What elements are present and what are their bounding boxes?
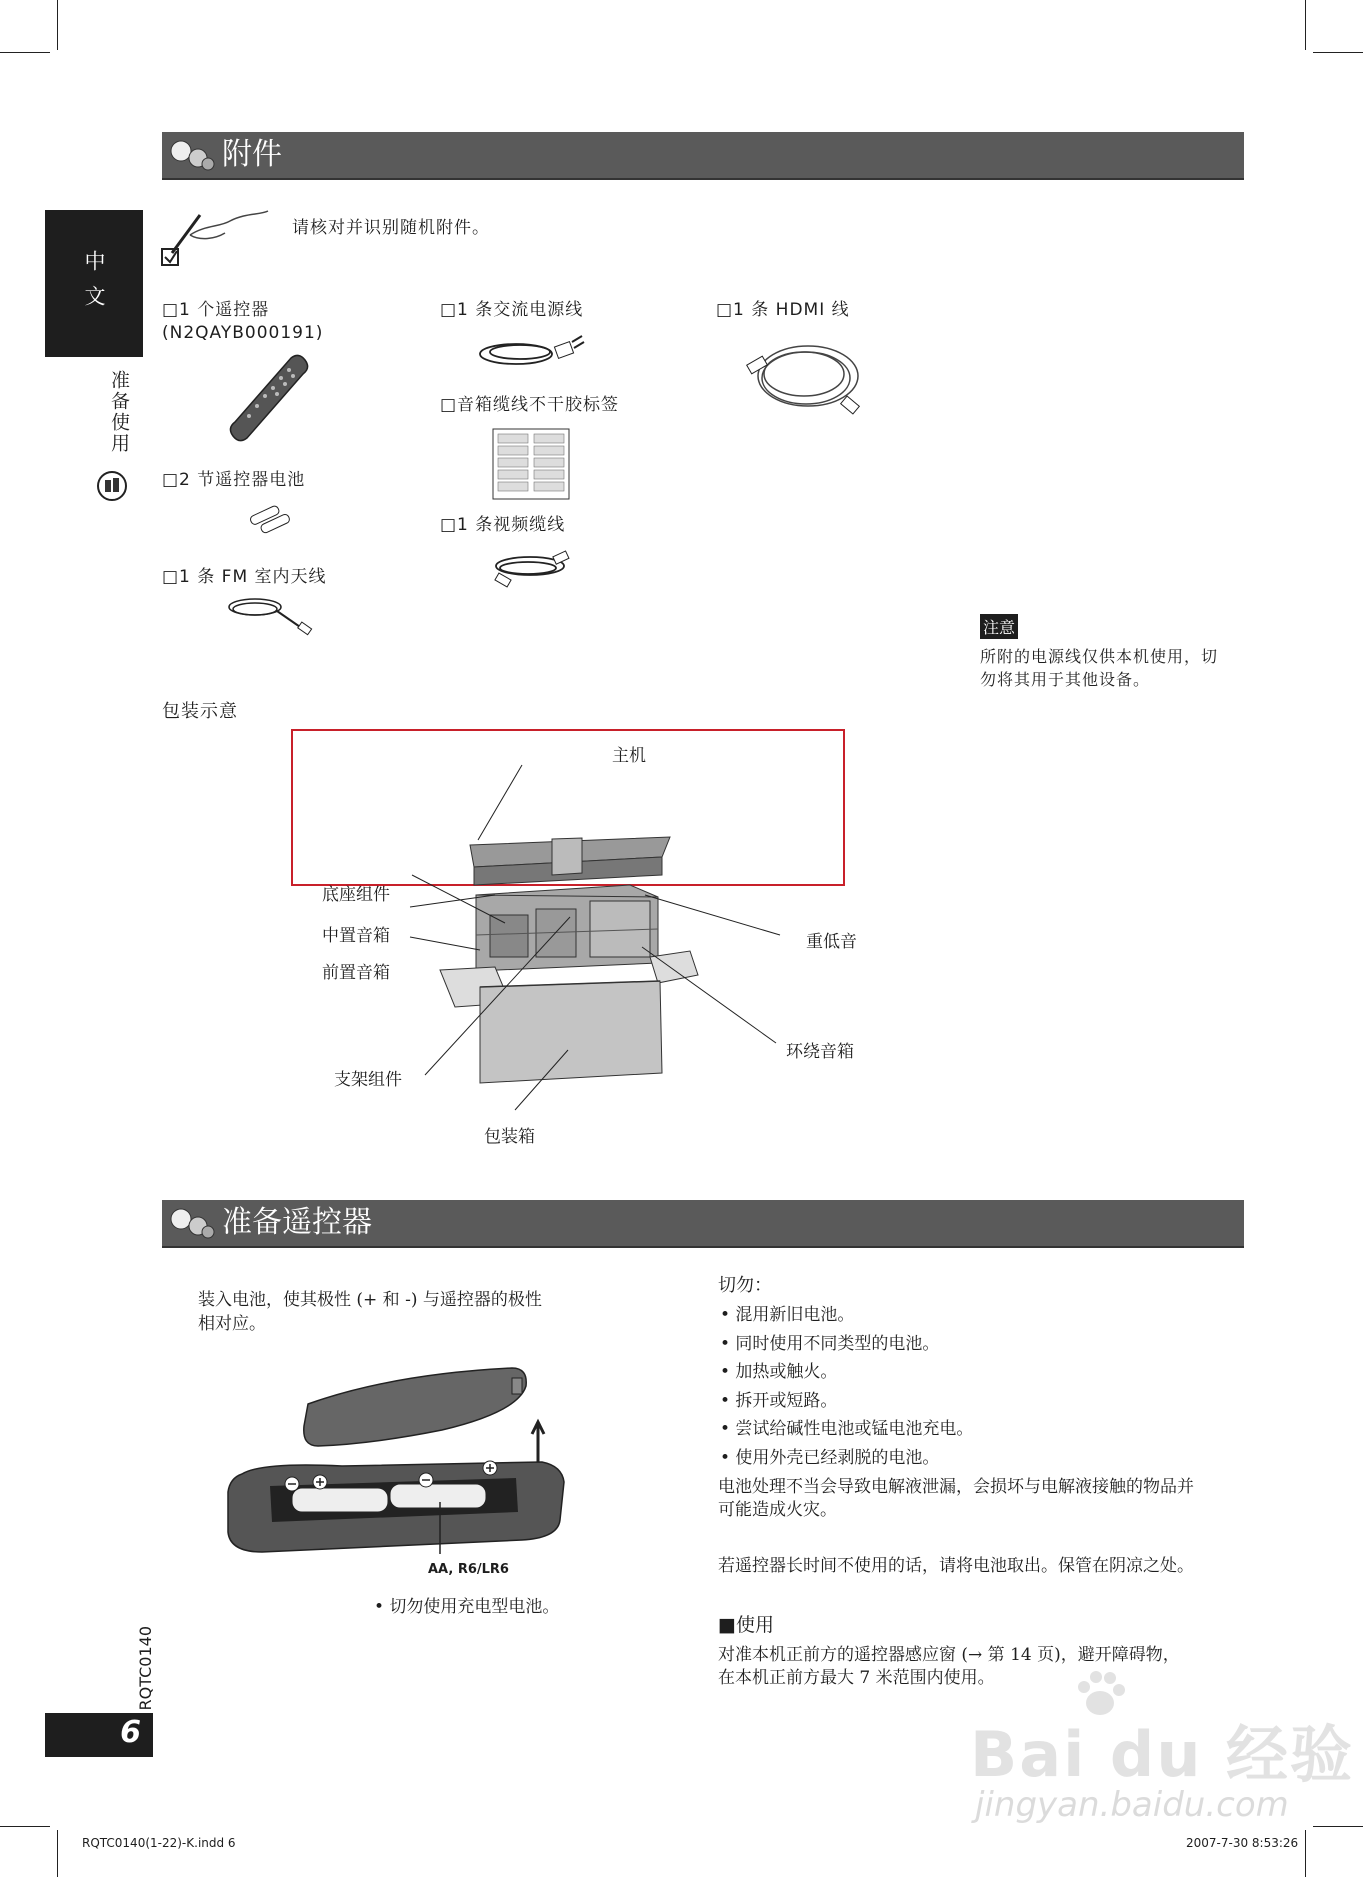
dont-item: • 拆开或短路。 [720, 1391, 838, 1411]
language-tab [45, 210, 143, 357]
section-title: 准备遥控器 [222, 1205, 372, 1240]
accessory-remote-model: (N2QAYB000191) [162, 323, 324, 343]
label-front-speaker: 前置音箱 [322, 963, 390, 983]
label-stand: 支架组件 [334, 1070, 402, 1090]
crop-mark [57, 0, 58, 50]
page-number: 6 [120, 1715, 141, 1750]
footer-file: RQTC0140(1-22)-K.indd 6 [82, 1836, 236, 1850]
label-center-speaker: 中置音箱 [322, 926, 390, 946]
label-subwoofer: 重低音 [806, 932, 857, 952]
accessory-batteries: □2 节遥控器电池 [162, 470, 306, 490]
dont-title: 切勿： [718, 1275, 772, 1296]
crop-mark [1313, 52, 1363, 53]
accessory-hdmi: □1 条 HDMI 线 [716, 300, 850, 320]
crop-mark [0, 1826, 50, 1827]
label-box: 包装箱 [484, 1127, 535, 1147]
crop-mark [1313, 1826, 1363, 1827]
accessory-speaker-labels: □音箱缆线不干胶标签 [440, 395, 620, 415]
crop-mark [0, 52, 50, 53]
use-line-2: 在本机正前方最大 7 米范围内使用。 [718, 1668, 995, 1688]
remote-prep-header [162, 1200, 1244, 1248]
dont-item: • 加热或触火。 [720, 1362, 838, 1382]
section-title: 附件 [222, 137, 282, 172]
chapter-label: 准备使用 [108, 370, 130, 454]
note-text-line-2: 勿将其用于其他设备。 [980, 670, 1151, 689]
label-surround-speaker: 环绕音箱 [786, 1042, 854, 1062]
leak-warning-line-2: 可能造成火灾。 [718, 1500, 837, 1520]
remote-control-icon [225, 350, 315, 445]
page-number-box [45, 1713, 153, 1757]
accessory-video-cable: □1 条视频缆线 [440, 515, 566, 535]
footer-timestamp: 2007-7-30 8:53:26 [1186, 1836, 1299, 1850]
section-bullet-icon [168, 138, 216, 172]
battery-instruction-line-2: 相对应。 [198, 1314, 266, 1334]
dont-item: • 混用新旧电池。 [720, 1305, 855, 1325]
dont-item: • 使用外壳已经剥脱的电池。 [720, 1448, 940, 1468]
language-label: 中文 [82, 250, 106, 320]
accessory-fm-antenna: □1 条 FM 室内天线 [162, 567, 327, 587]
watermark-url: jingyan.baidu.com [975, 1785, 1289, 1825]
dont-item: • 尝试给碱性电池或锰电池充电。 [720, 1419, 974, 1439]
section-bullet-icon [168, 1206, 216, 1240]
watermark-brand: Bai du 经验 [970, 1718, 1355, 1791]
fm-antenna-icon [225, 593, 315, 639]
accessories-intro: 请核对并识别随机附件。 [292, 218, 490, 238]
use-title: ■使用 [718, 1614, 774, 1636]
note-text-line-1: 所附的电源线仅供本机使用，切 [980, 647, 1219, 666]
crop-mark [1305, 1830, 1306, 1877]
battery-chapter-icon [96, 470, 128, 502]
crop-mark [57, 1830, 58, 1877]
video-cable-icon [488, 548, 572, 592]
packing-title: 包装示意 [162, 701, 238, 722]
checklist-pen-icon [160, 205, 270, 267]
dont-item: • 同时使用不同类型的电池。 [720, 1334, 940, 1354]
accessory-remote: □1 个遥控器 [162, 300, 270, 320]
storage-note: 若遥控器长时间不使用的话，请将电池取出。保管在阴凉之处。 [718, 1556, 1194, 1576]
hdmi-cable-icon [742, 330, 864, 420]
leak-warning-line-1: 电池处理不当会导致电解液泄漏，会损坏与电解液接触的物品并 [718, 1477, 1194, 1497]
use-line-1: 对准本机正前方的遥控器感应窗 (→ 第 14 页)，避开障碍物， [718, 1645, 1180, 1665]
batteries-icon [248, 504, 296, 534]
battery-type-label: AA, R6/LR6 [428, 1562, 509, 1577]
label-base: 底座组件 [322, 885, 390, 905]
rechargeable-warning: • 切勿使用充电型电池。 [374, 1597, 560, 1617]
label-main-unit: 主机 [612, 746, 646, 766]
ac-cord-icon [476, 330, 588, 370]
crop-mark [1305, 0, 1306, 50]
paw-watermark-icon [1072, 1665, 1128, 1721]
remote-battery-illustration [222, 1362, 568, 1562]
accessories-header [162, 132, 1244, 180]
label-sheet-icon [492, 428, 570, 500]
note-badge: 注意 [980, 614, 1018, 639]
accessory-ac-cord: □1 条交流电源线 [440, 300, 584, 320]
document-code: RQTC0140 [136, 1626, 155, 1711]
battery-instruction-line-1: 装入电池，使其极性 (+ 和 -) 与遥控器的极性 [198, 1290, 542, 1310]
